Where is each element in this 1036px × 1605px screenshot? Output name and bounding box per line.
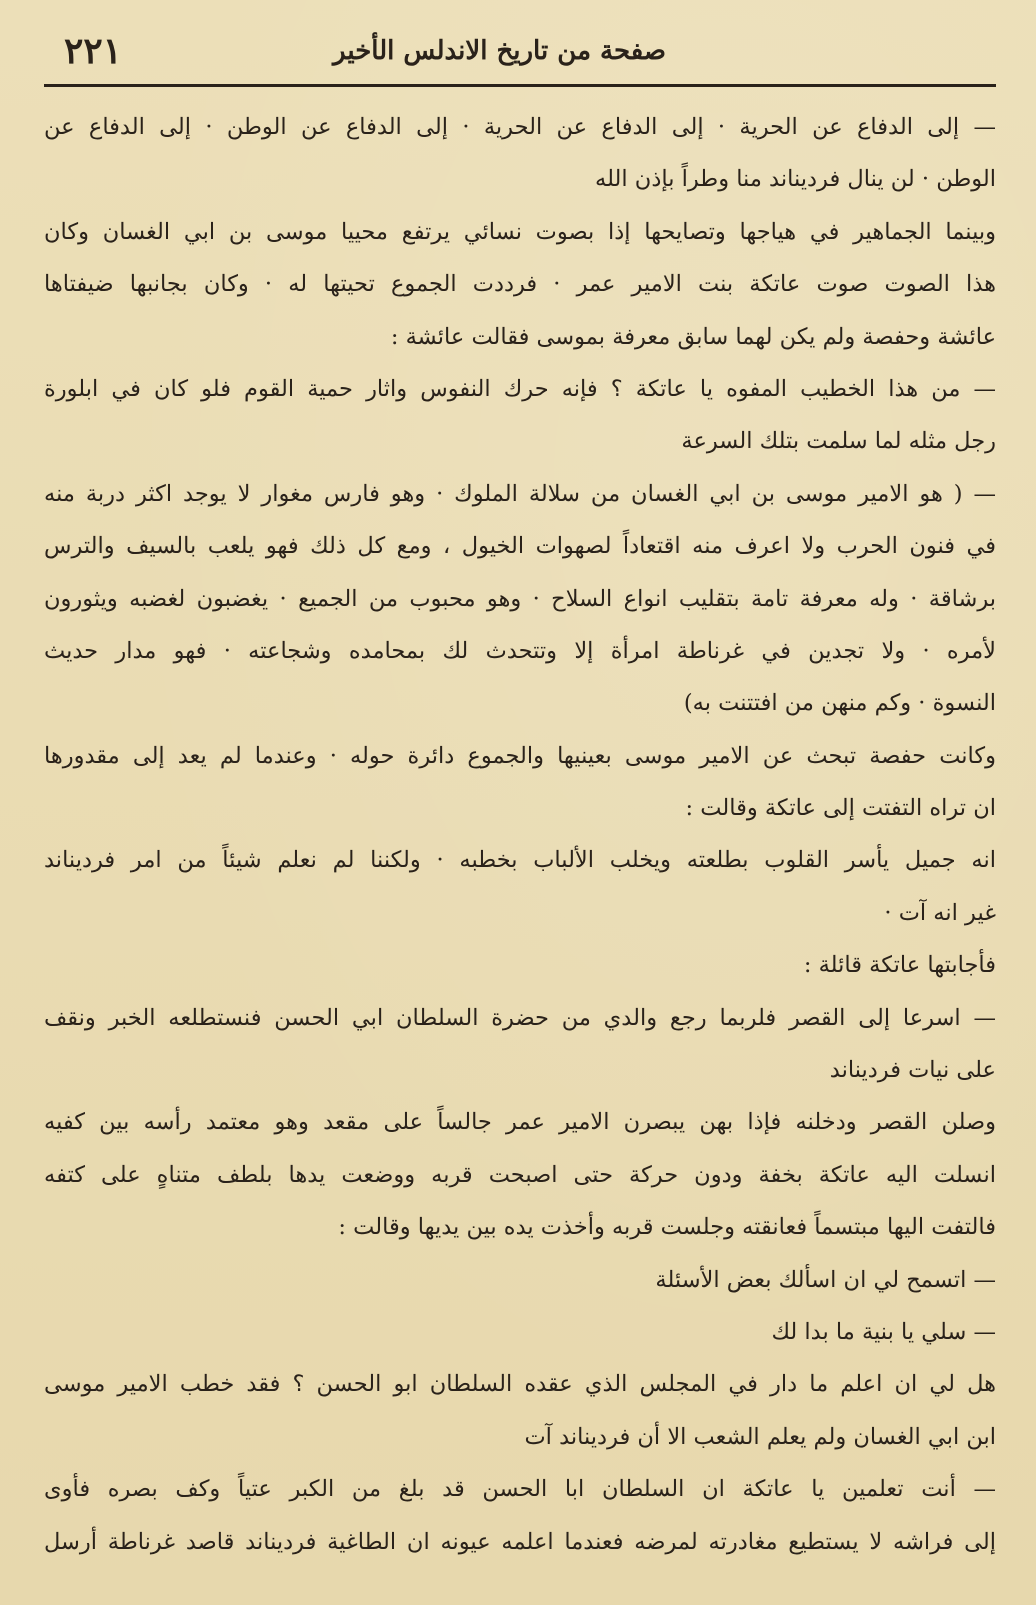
text-line: رجل مثله لما سلمت بتلك السرعة — [681, 428, 996, 455]
text-line: فأجابتها عاتكة قائلة : — [803, 952, 996, 979]
text-line: وكانت حفصة تبحث عن الامير موسى بعينيها والجموع دائرة حوله · وعندما لم يعد إلى مقدورها — [44, 742, 996, 769]
text-line: هل لي ان اعلم ما دار في المجلس الذي عقده السلطان ابو الحسن ؟ فقد خطب الامير موسى — [44, 1371, 996, 1398]
text-line: فالتفت اليها مبتسماً فعانقته وجلست قربه وأخذت يده بين يديها وقالت : — [338, 1214, 996, 1241]
text-line: إلى فراشه لا يستطيع مغادرته لمرضه فعندما اعلمه عيونه ان الطاغية فرديناند قاصد غرناطة أرسل — [44, 1528, 996, 1555]
text-line: — أنت تعلمين يا عاتكة ان السلطان ابا الحسن قد بلغ من الكبر عتياً وكف بصره فأوى — [44, 1476, 996, 1503]
text-line: لأمره · ولا تجدين في غرناطة امرأة إلا وتتحدث لك بمحامده وشجاعته · فهو مدار حديث — [44, 637, 996, 664]
text-line: — سلي يا بنية ما بدا لك — [771, 1318, 996, 1345]
text-line: في فنون الحرب ولا اعرف منه اقتعاداً لصهوات الخيول ، ومع كل ذلك فهو يلعب بالسيف والترس — [44, 533, 996, 560]
text-line: الوطن · لن ينال فرديناند منا وطراً بإذن الله — [595, 166, 996, 193]
running-title: صفحة من تاريخ الاندلس الأخير — [333, 36, 666, 66]
text-line: — إلى الدفاع عن الحرية · إلى الدفاع عن الحرية · إلى الدفاع عن الوطن · إلى الدفاع عن — [44, 114, 996, 140]
text-line: — اتسمح لي ان اسألك بعض الأسئلة — [655, 1266, 996, 1293]
page-header — [36, 28, 996, 76]
text-line: وبينما الجماهير في هياجها وتصايحها إذا بصوت نسائي يرتفع محييا موسى بن ابي الغسان وكان — [44, 218, 996, 245]
text-line: غير انه آت · — [884, 899, 996, 926]
text-line: — اسرعا إلى القصر فلربما رجع والدي من حضرة السلطان ابي الحسن فنستطلعه الخبر ونقف — [44, 1004, 996, 1031]
text-line: برشاقة · وله معرفة تامة بتقليب انواع السلاح · وهو محبوب من الجميع · يغضبون لغضبه ويثورون — [44, 585, 996, 612]
text-line: — من هذا الخطيب المفوه يا عاتكة ؟ فإنه حرك النفوس واثار حمية القوم فلو كان في ابلورة — [44, 375, 996, 402]
text-line: انه جميل يأسر القلوب بطلعته ويخلب الألباب بخطبه · ولكننا لم نعلم شيئاً من امر فرديناند — [44, 847, 996, 874]
text-line: ابن ابي الغسان ولم يعلم الشعب الا أن فرديناند آت — [524, 1423, 996, 1450]
text-line: ان تراه التفتت إلى عاتكة وقالت : — [685, 795, 996, 822]
text-line: عائشة وحفصة ولم يكن لهما سابق معرفة بموسى فقالت عائشة : — [390, 323, 996, 350]
text-line: وصلن القصر ودخلنه فإذا بهن يبصرن الامير عمر جالساً على مقعد وهو معتمد رأسه بين كفيه — [44, 1109, 996, 1136]
page-body — [44, 101, 996, 1568]
text-line: — ( هو الامير موسى بن ابي الغسان من سلالة الملوك · وهو فارس مغوار لا يوجد اكثر دربة منه — [44, 480, 996, 507]
header-rule — [44, 84, 996, 87]
text-line: هذا الصوت صوت عاتكة بنت الامير عمر · فرددت الجموع تحيتها له · وكان بجانبها ضيفتاها — [44, 271, 996, 298]
page-number: ٢٢١ — [64, 30, 123, 72]
text-line: النسوة · وكم منهن من افتتنت به) — [683, 690, 996, 717]
text-line: على نيات فرديناند — [829, 1057, 996, 1084]
text-line: انسلت اليه عاتكة بخفة ودون حركة حتى اصبحت قربه ووضعت يدها بلطف متناهٍ على كتفه — [44, 1161, 996, 1188]
